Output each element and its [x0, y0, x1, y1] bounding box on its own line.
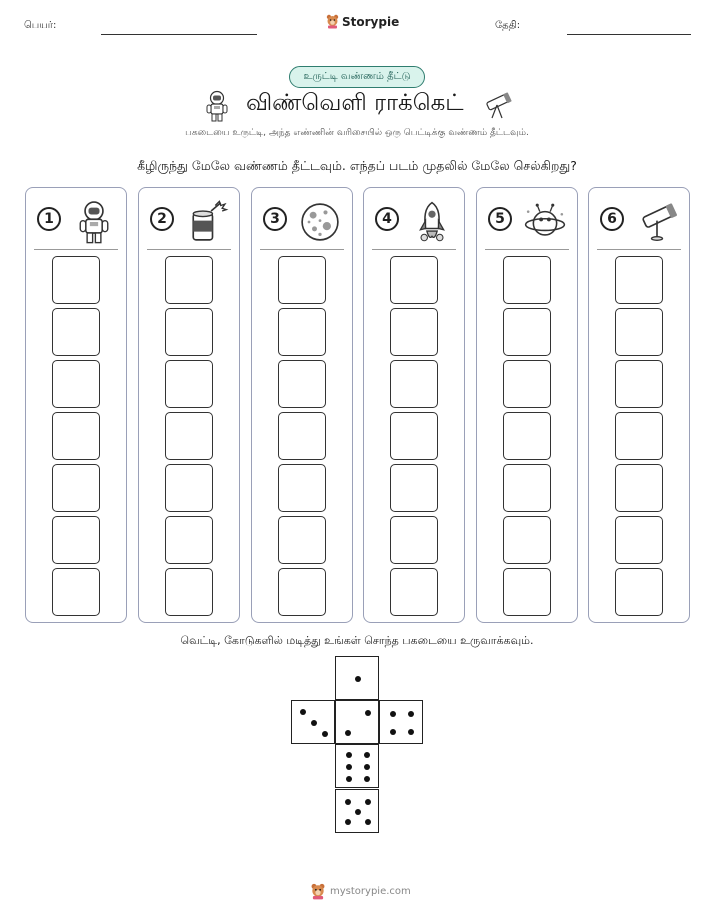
color-box[interactable]: [278, 256, 326, 304]
color-box[interactable]: [278, 464, 326, 512]
die-face-4: [379, 700, 423, 744]
die-face-5: [335, 789, 379, 833]
column-divider: [597, 249, 681, 250]
die-pip: [390, 711, 396, 717]
color-box[interactable]: [390, 464, 438, 512]
color-box[interactable]: [278, 360, 326, 408]
color-box[interactable]: [390, 568, 438, 616]
column-header: [252, 188, 352, 248]
column-divider: [485, 249, 569, 250]
color-box[interactable]: [390, 412, 438, 460]
die-pip: [355, 676, 361, 682]
color-box[interactable]: [503, 464, 551, 512]
question: கீழிருந்து மேலே வண்ணம் தீட்டவும். எந்தப் படம் முதலில் மேலே செல்கிறது?: [137, 158, 577, 173]
date-line: [567, 34, 691, 35]
color-box[interactable]: [165, 308, 213, 356]
date-label: தேதி:: [495, 20, 521, 31]
column-divider: [34, 249, 118, 250]
bear-logo-icon: [326, 14, 339, 29]
color-box[interactable]: [52, 464, 100, 512]
dice-column-1: [25, 187, 127, 623]
color-box[interactable]: [165, 360, 213, 408]
die-pip: [322, 731, 328, 737]
die-pip: [346, 752, 352, 758]
die-pip: [345, 819, 351, 825]
column-number: 2: [150, 207, 174, 231]
die-pip: [364, 776, 370, 782]
dice-column-5: [476, 187, 578, 623]
die-pip: [364, 752, 370, 758]
telescope-icon: [635, 200, 679, 248]
column-number: 5: [488, 207, 512, 231]
color-box[interactable]: [165, 568, 213, 616]
color-box[interactable]: [503, 412, 551, 460]
column-header: [589, 188, 689, 248]
color-box[interactable]: [278, 412, 326, 460]
dice-column-3: [251, 187, 353, 623]
column-number: 1: [37, 207, 61, 231]
color-box[interactable]: [278, 568, 326, 616]
color-box[interactable]: [615, 516, 663, 564]
space-food-can-icon: [185, 200, 229, 248]
column-header: [139, 188, 239, 248]
die-face-6: [335, 744, 379, 788]
column-divider: [372, 249, 456, 250]
bear-logo-icon: [310, 883, 326, 900]
die-pip: [364, 764, 370, 770]
die-pip: [365, 799, 371, 805]
color-box[interactable]: [52, 516, 100, 564]
rocket-icon: [410, 200, 454, 248]
cut-instruction: வெட்டி, கோடுகளில் மடித்து உங்கள் சொந்த பகடையை உருவாக்கவும்.: [180, 634, 534, 647]
color-box[interactable]: [52, 360, 100, 408]
color-box[interactable]: [615, 412, 663, 460]
color-box[interactable]: [165, 412, 213, 460]
color-box[interactable]: [165, 516, 213, 564]
die-pip: [365, 710, 371, 716]
color-box[interactable]: [278, 308, 326, 356]
color-box[interactable]: [503, 568, 551, 616]
activity-pill: உருட்டி வண்ணம் தீட்டு: [289, 66, 425, 88]
name-label: பெயர்:: [24, 20, 57, 31]
column-header: [477, 188, 577, 248]
color-box[interactable]: [503, 308, 551, 356]
brand-logo: [326, 14, 399, 29]
color-box[interactable]: [615, 256, 663, 304]
die-pip: [408, 729, 414, 735]
telescope-icon: [481, 92, 513, 120]
ufo-planet-icon: [523, 200, 567, 248]
color-box[interactable]: [52, 256, 100, 304]
astronaut-icon: [72, 200, 116, 248]
astronaut-icon: [204, 90, 230, 122]
title-row: [0, 90, 714, 124]
die-pip: [346, 776, 352, 782]
color-box[interactable]: [52, 308, 100, 356]
name-line: [101, 34, 257, 35]
column-divider: [260, 249, 344, 250]
instructions: பகடையை உருட்டி, அந்த எண்ணின் வரிசையில் ஒரு பெட்டிக்கு வண்ணம் தீட்டவும்.: [185, 128, 529, 138]
color-box[interactable]: [615, 308, 663, 356]
color-box[interactable]: [278, 516, 326, 564]
die-face-3: [291, 700, 335, 744]
brand-name: Storypie: [342, 14, 400, 29]
color-box[interactable]: [615, 464, 663, 512]
die-pip: [346, 764, 352, 770]
color-box[interactable]: [52, 412, 100, 460]
color-box[interactable]: [615, 360, 663, 408]
color-box[interactable]: [503, 516, 551, 564]
dice-column-2: [138, 187, 240, 623]
column-number: 4: [375, 207, 399, 231]
color-box[interactable]: [165, 256, 213, 304]
color-box[interactable]: [390, 516, 438, 564]
column-number: 3: [263, 207, 287, 231]
die-face-1: [335, 656, 379, 700]
color-box[interactable]: [390, 360, 438, 408]
color-box[interactable]: [503, 360, 551, 408]
color-box[interactable]: [390, 256, 438, 304]
dice-column-6: [588, 187, 690, 623]
footer: [310, 883, 411, 900]
footer-url: mystorypie.com: [330, 886, 411, 897]
column-header: [26, 188, 126, 248]
page-title: விண்வெளி ராக்கெட்: [246, 90, 464, 116]
die-pip: [345, 799, 351, 805]
color-box[interactable]: [503, 256, 551, 304]
die-pip: [311, 720, 317, 726]
color-box[interactable]: [615, 568, 663, 616]
die-face-2: [335, 700, 379, 744]
color-box[interactable]: [165, 464, 213, 512]
die-pip: [355, 809, 361, 815]
column-number: 6: [600, 207, 624, 231]
column-divider: [147, 249, 231, 250]
die-pip: [390, 729, 396, 735]
dice-column-4: [363, 187, 465, 623]
moon-icon: [298, 200, 342, 248]
color-box[interactable]: [390, 308, 438, 356]
die-pip: [365, 819, 371, 825]
die-pip: [300, 709, 306, 715]
die-pip: [345, 730, 351, 736]
header: [0, 14, 714, 38]
column-header: [364, 188, 464, 248]
die-pip: [408, 711, 414, 717]
color-box[interactable]: [52, 568, 100, 616]
